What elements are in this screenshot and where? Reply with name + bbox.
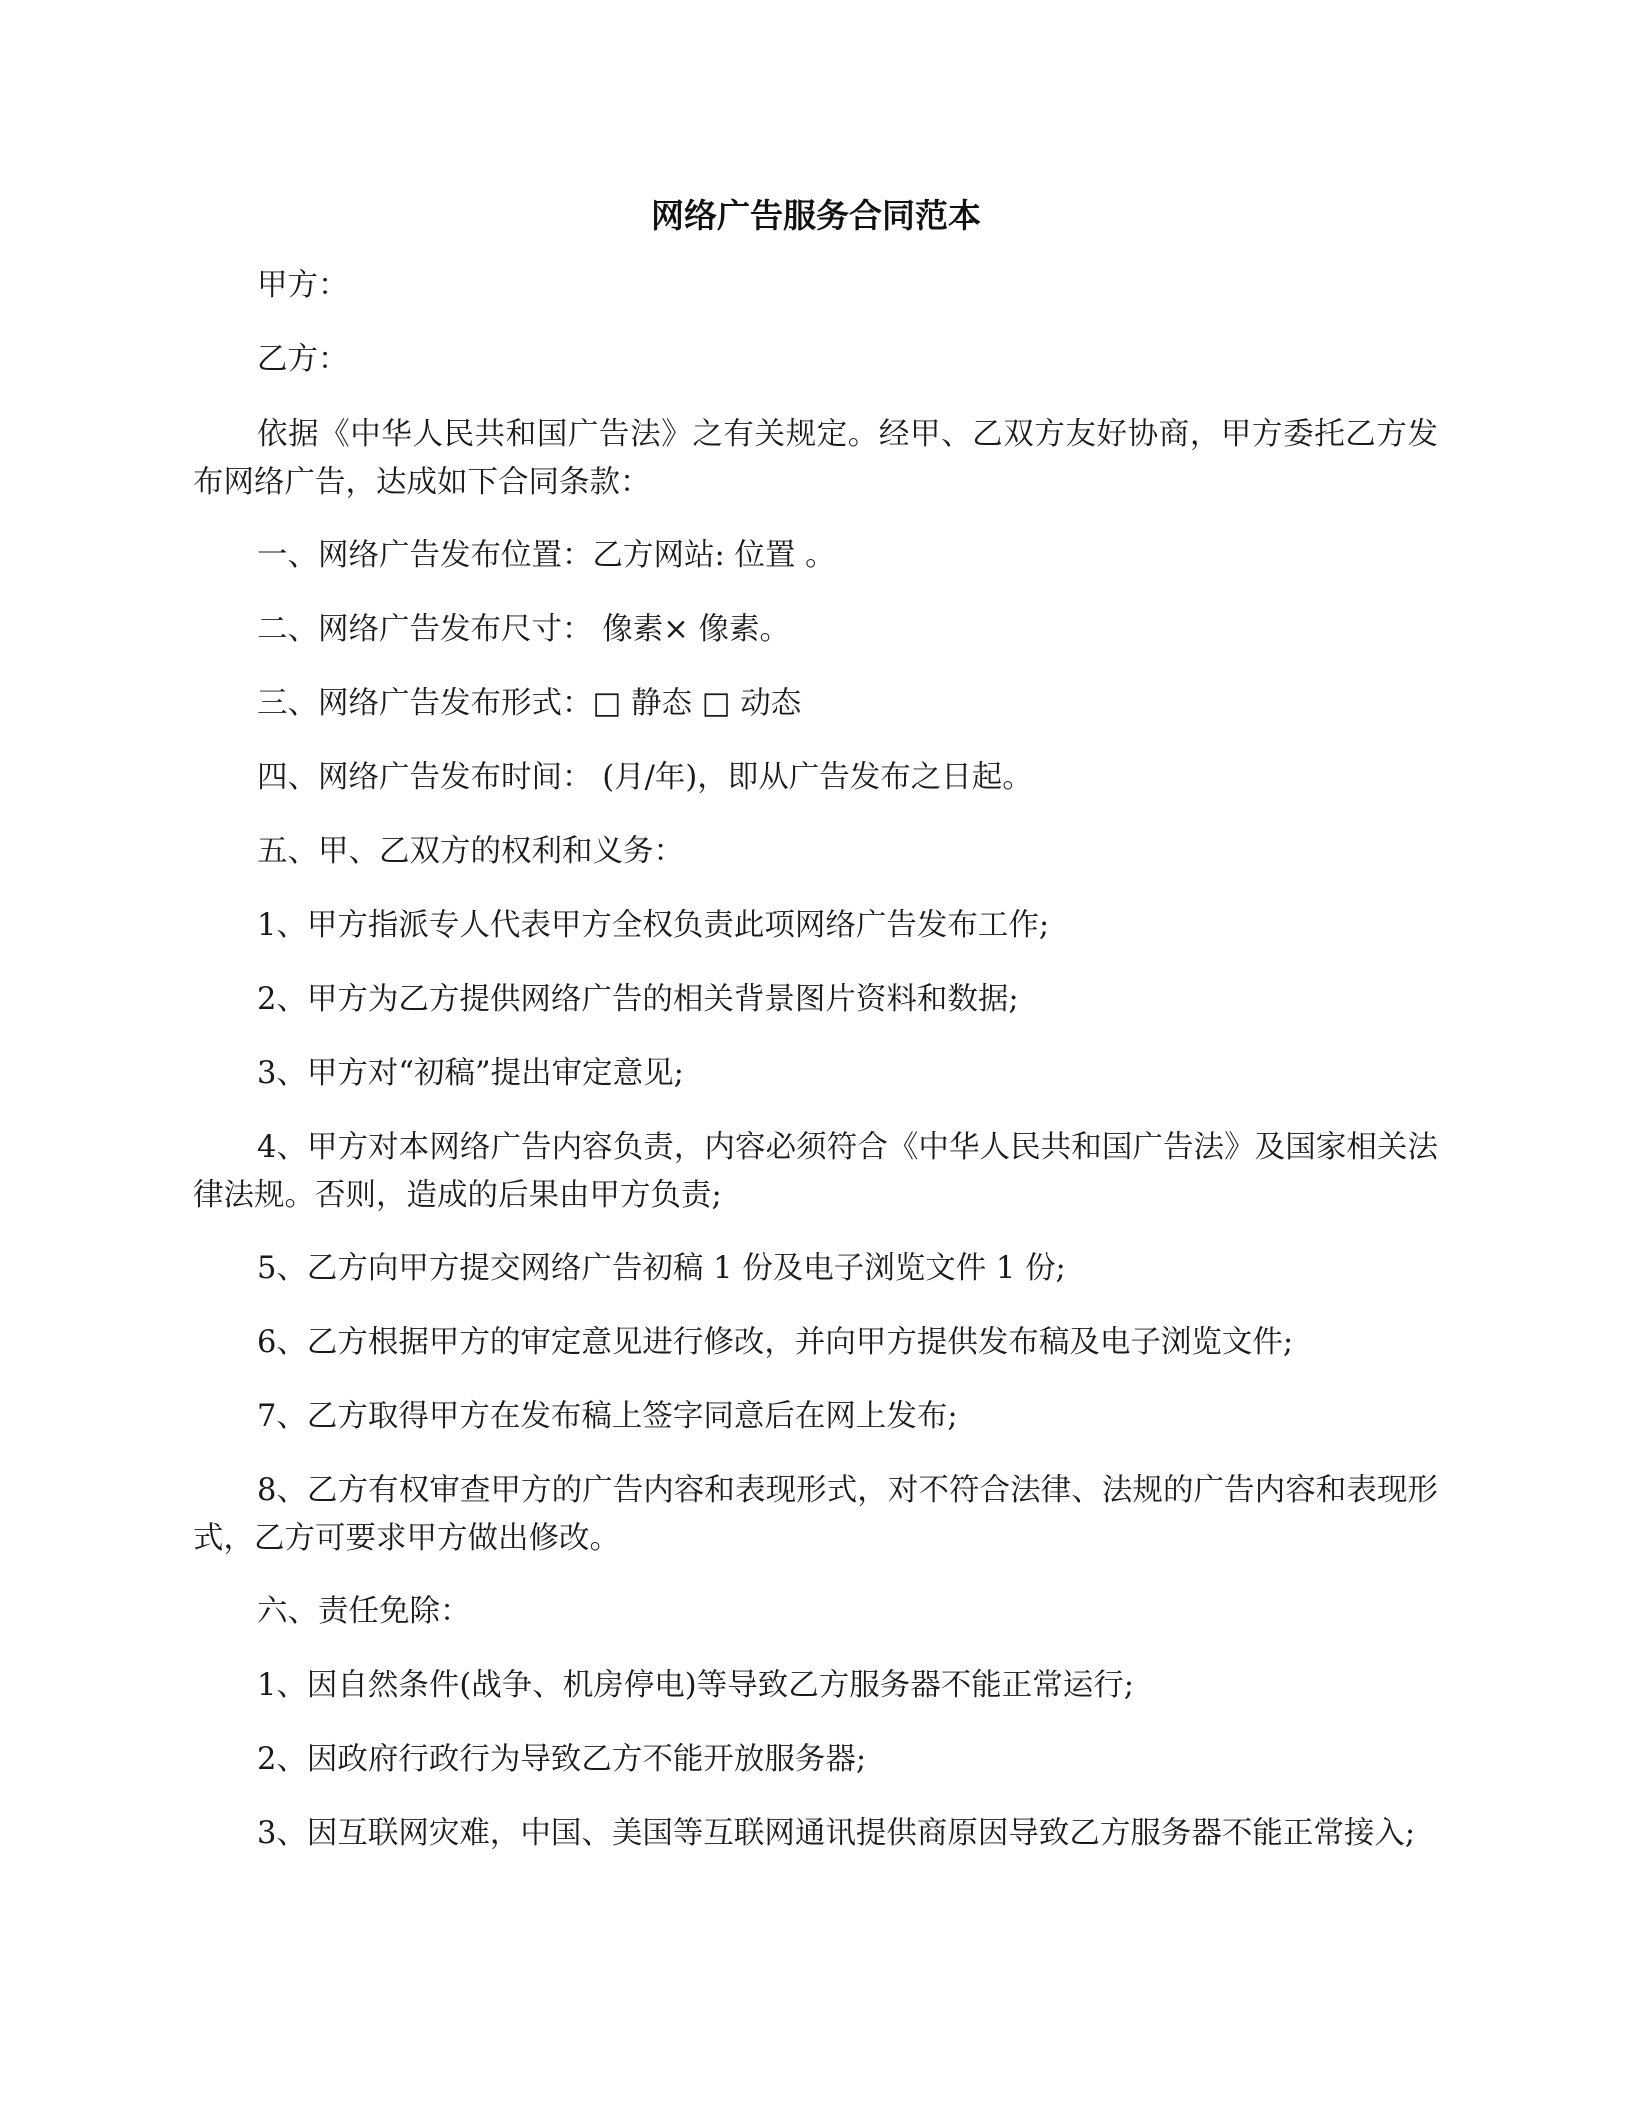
clause-5-item-5: 5、乙方向甲方提交网络广告初稿 1 份及电子浏览文件 1 份;	[257, 1251, 1066, 1286]
clause-3-format: 三、网络广告发布形式：□ 静态 □ 动态	[257, 686, 802, 721]
clause-4-time: 四、网络广告发布时间： (月/年)，即从广告发布之日起。	[257, 760, 1033, 795]
clause-6-item-2: 2、因政府行政行为导致乙方不能开放服务器;	[257, 1742, 867, 1777]
clause-5-item-4: 4、甲方对本网络广告内容负责，内容必须符合《中华人民共和国广告法》及国家相关法律法规。否则，造成的后果由甲方负责;	[193, 1130, 1438, 1213]
clause-5-item-3: 3、甲方对“初稿”提出审定意见;	[257, 1056, 684, 1091]
clause-5-item-2: 2、甲方为乙方提供网络广告的相关背景图片资料和数据;	[257, 982, 1019, 1017]
clause-6-item-3: 3、因互联网灾难，中国、美国等互联网通讯提供商原因导致乙方服务器不能正常接入;	[257, 1816, 1416, 1851]
party-a-line: 甲方：	[257, 268, 349, 303]
clause-1-position: 一、网络广告发布位置：乙方网站: 位置 。	[257, 538, 836, 573]
clause-5-item-6: 6、乙方根据甲方的审定意见进行修改，并向甲方提供发布稿及电子浏览文件;	[257, 1325, 1294, 1360]
clause-5-item-1: 1、甲方指派专人代表甲方全权负责此项网络广告发布工作;	[257, 908, 1050, 943]
clause-5-heading: 五、甲、乙双方的权利和义务：	[257, 834, 684, 869]
party-b-line: 乙方：	[257, 342, 349, 377]
clause-6-heading: 六、责任免除：	[257, 1594, 471, 1629]
clause-6-item-1: 1、因自然条件(战争、机房停电)等导致乙方服务器不能正常运行;	[257, 1668, 1134, 1703]
document-title: 网络广告服务合同范本	[651, 196, 981, 235]
clause-5-item-8: 8、乙方有权审查甲方的广告内容和表现形式，对不符合法律、法规的广告内容和表现形式，乙方可要求甲方做出修改。	[193, 1473, 1438, 1556]
preamble-paragraph: 依据《中华人民共和国广告法》之有关规定。经甲、乙双方友好协商，甲方委托乙方发布网络广告，达成如下合同条款：	[193, 417, 1438, 500]
clause-2-size: 二、网络广告发布尺寸： 像素× 像素。	[257, 612, 790, 647]
clause-5-item-7: 7、乙方取得甲方在发布稿上签字同意后在网上发布;	[257, 1399, 958, 1434]
